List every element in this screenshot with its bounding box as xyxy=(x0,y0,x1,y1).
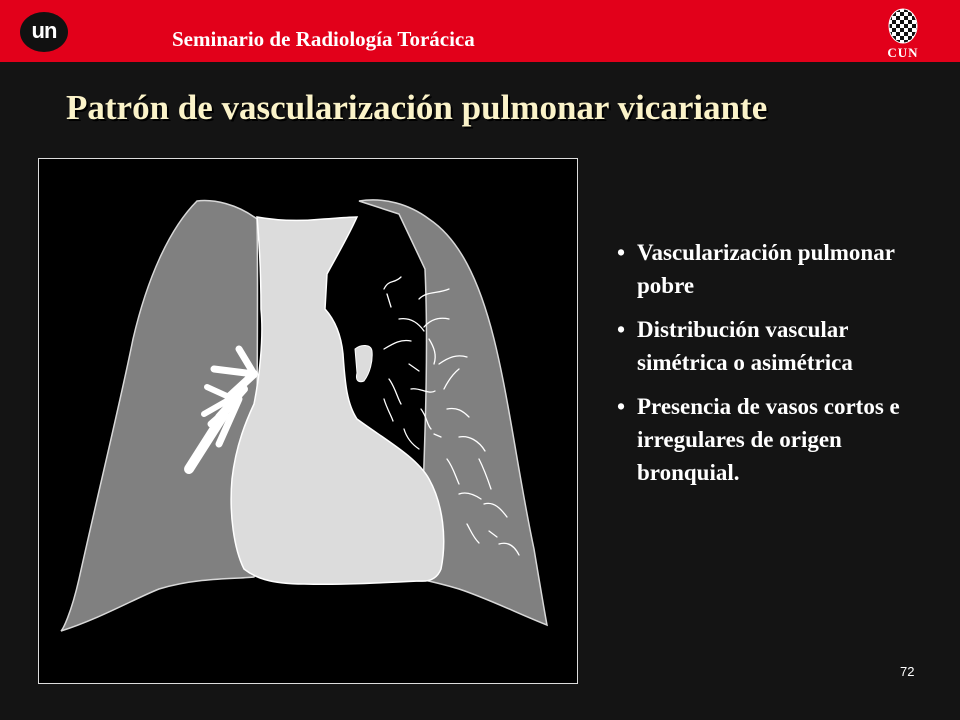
seminar-title: Seminario de Radiología Torácica xyxy=(172,27,475,51)
bullet-list xyxy=(617,236,937,500)
bullet-item xyxy=(617,313,937,379)
header-bar xyxy=(0,0,960,62)
bullet-text: Distribución vascular simétrica o asimétrica xyxy=(637,317,853,375)
aortic-knob-shape xyxy=(355,345,372,381)
bullet-text: Vascularización pulmonar pobre xyxy=(637,240,895,298)
bullet-item xyxy=(617,236,937,302)
bullet-item xyxy=(617,390,937,489)
mediastinum-shape xyxy=(231,217,444,584)
bullet-dot-icon: • xyxy=(617,240,626,265)
bullet-text: Presencia de vasos cortos e irregulares de origen bronquial. xyxy=(637,394,900,485)
chest-diagram xyxy=(38,158,578,684)
slide-title: Patrón de vascularización pulmonar vicariante xyxy=(66,88,768,127)
bullet-dot-icon: • xyxy=(617,394,626,419)
bullet-dot-icon: • xyxy=(617,317,626,342)
un-logo: un xyxy=(20,12,68,52)
page-number: 72 xyxy=(900,664,915,679)
cun-logo-label: CUN xyxy=(887,45,919,60)
